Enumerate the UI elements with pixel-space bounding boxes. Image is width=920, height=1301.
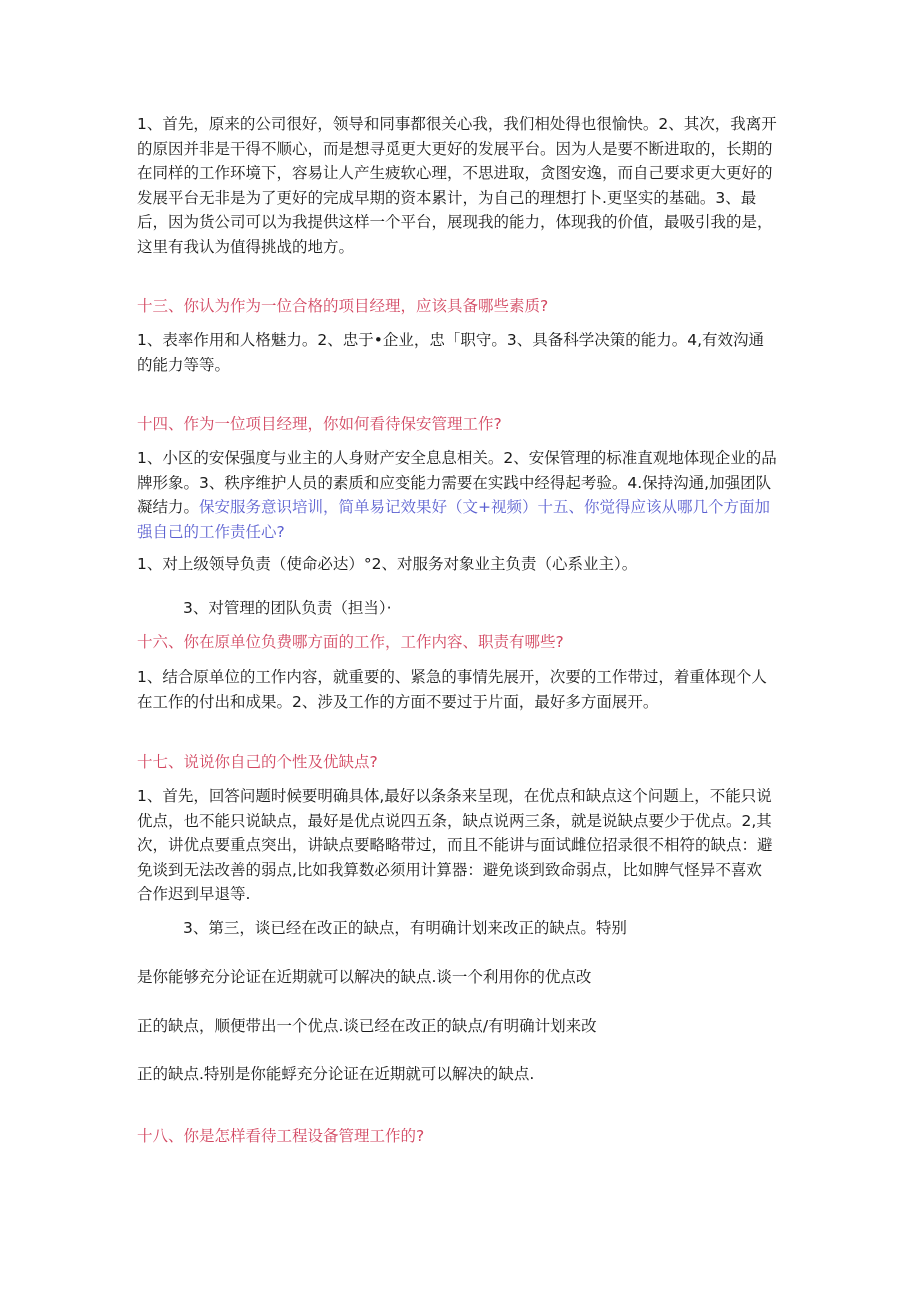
answer-17-part-1: 1、首先，回答问题时候要明确具体,最好以条条来呈现，在优点和缺点这个问题上，不能只说优点，也不能只说缺点，最好是优点说四五条，缺点说两三条，就是说缺点要少于优点。2,其次，讲优点要重点突出，讲缺点要略略带过，而且不能讲与面试雌位招录很不相符的缺点：避免谈到无法改善的弱点,比如我算数必须用计算器：避免谈到致命弱点，比如脾气怪异不喜欢合作迟到早退等. <box>137 787 773 903</box>
training-link[interactable]: 保安服务意识培训，简单易记效果好（文+视频）十五、你觉得应该从哪几个方面加强自己的工作责任心? <box>137 498 771 541</box>
question-18-heading: 十八、你是怎样看待工程设备管理工作的? <box>137 1127 425 1145</box>
answer-14-text: 1、小区的安保强度与业主的人身财产安全息息相关。2、安保管理的标准直观地体现企业的品牌形象。3、秩序维护人员的素质和应变能力需要在实践中经得起考验。4.保持沟通,加强团队凝结力。 <box>137 449 777 516</box>
question-13-heading: 十三、你认为作为一位合格的项目经理，应该具备哪些素质? <box>137 297 549 315</box>
answer-16: 1、结合原单位的工作内容，就重要的、紧急的事情先展开，次要的工作带过，着重体现个人在工作的付出和成果。2、涉及工作的方面不要过于片面，最好多方面展开。 <box>137 668 767 711</box>
paragraph-answer-12: 1、首先，原来的公司很好，领导和同事都很关心我，我们相处得也很愉快。2、其次，我离开的原因并非是干得不顺心，而是想寻觅更大更好的发展平台。因为人是要不断进取的，长期的在同样的工作环境下，容易让人产生疲软心理，不思进取，贪图安逸，而自己要求更大更好的发展平台无非是为了更好的完成早期的资本累计，为自己的理想打卜.更坚实的基础。3、最后，因为货公司可以为我提供这样一个平台，展现我的能力，体现我的价值，最吸引我的是，这里有我认为值得挑战的地方。 <box>137 115 777 256</box>
question-17-heading: 十七、说说你自己的个性及优缺点? <box>137 753 378 771</box>
answer-17-part-2: 3、第三，谈已经在改正的缺点，有明确计划来改正的缺点。特别 <box>183 919 627 937</box>
answer-17-part-5: 正的缺点.特别是你能蜉充分论证在近期就可以解决的缺点. <box>137 1065 535 1083</box>
answer-17-part-4: 正的缺点，顺便带出一个优点.谈已经在改正的缺点/有明确计划来改 <box>137 1017 597 1035</box>
answer-14 <box>137 446 777 544</box>
question-14-heading: 十四、作为一位项目经理，你如何看待保安管理工作? <box>137 415 502 433</box>
answer-13: 1、表率作用和人格魅力。2、忠于•企业，忠「职守。3、具备科学决策的能力。4,有效沟通的能力等等。 <box>137 331 765 374</box>
question-16-heading: 十六、你在原单位负费哪方面的工作，工作内容、职责有哪些? <box>137 633 564 651</box>
answer-15-line-2: 3、对管理的团队负责（担当）· <box>183 599 392 617</box>
answer-17-part-3: 是你能够充分论证在近期就可以解决的缺点.谈一个利用你的优点改 <box>137 968 592 986</box>
answer-15-line-1: 1、对上级领导负责（使命必达）°2、对服务对象业主负责（心系业主）。 <box>137 555 638 573</box>
